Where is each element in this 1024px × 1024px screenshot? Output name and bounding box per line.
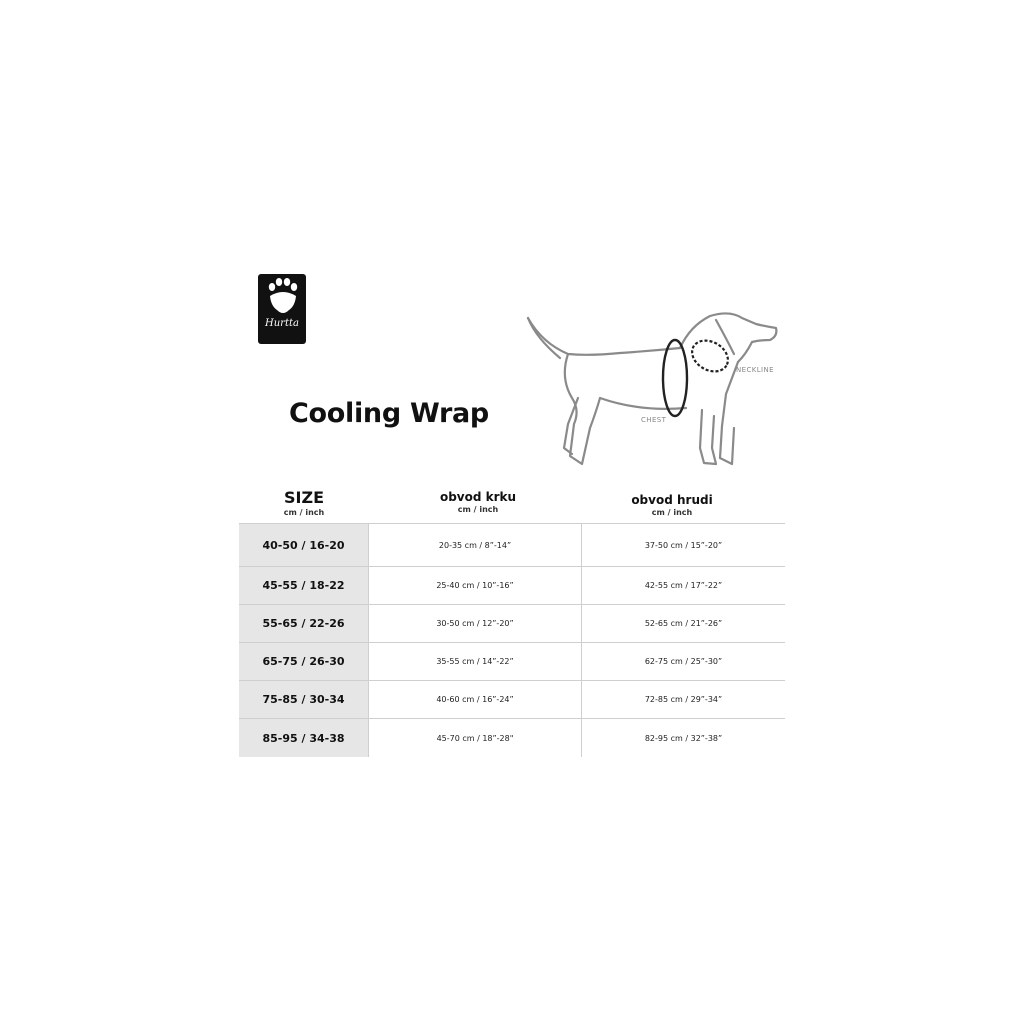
neck-cell: 45-70 cm / 18”-28" <box>369 719 582 757</box>
dog-illustration <box>520 298 785 478</box>
neck-cell: 40-60 cm / 16”-24” <box>369 681 582 718</box>
size-table <box>239 523 785 759</box>
chest-header-title: obvod hrudi <box>631 493 713 507</box>
chest-header-unit: cm / inch <box>651 508 693 517</box>
size-cell: 85-95 / 34-38 <box>239 719 369 757</box>
chest-header <box>612 493 732 517</box>
chest-cell: 72-85 cm / 29”-34” <box>644 695 723 704</box>
chest-cell: 82-95 cm / 32”-38” <box>644 733 723 743</box>
size-header-unit: cm / inch <box>283 508 325 517</box>
size-header <box>264 488 344 517</box>
table-row <box>239 605 785 643</box>
neck-cell: 30-50 cm / 12”-20” <box>369 605 582 642</box>
brand-name: Hurtta <box>265 318 299 329</box>
chest-cell: 52-65 cm / 21”-26” <box>644 619 723 628</box>
table-row <box>239 524 785 567</box>
size-cell: 65-75 / 26-30 <box>239 643 369 680</box>
paw-icon <box>258 274 306 344</box>
chest-label: CHEST <box>641 416 667 424</box>
chest-cell: 62-75 cm / 25”-30” <box>644 657 723 666</box>
chest-cell: 42-55 cm / 17”-22” <box>644 581 723 590</box>
chest-loop <box>663 340 687 416</box>
table-row <box>239 643 785 681</box>
brand-logo <box>258 274 306 344</box>
neck-cell: 35-55 cm / 14”-22” <box>369 643 582 680</box>
size-cell: 40-50 / 16-20 <box>239 524 369 566</box>
size-cell: 75-85 / 30-34 <box>239 681 369 718</box>
size-cell: 55-65 / 22-26 <box>239 605 369 642</box>
neck-header-title: obvod krku <box>439 490 517 504</box>
page-title: Cooling Wrap <box>289 398 489 429</box>
size-header-title: SIZE <box>283 488 324 507</box>
neckline-label: NECKLINE <box>736 366 774 374</box>
table-row <box>239 567 785 605</box>
neck-header <box>418 490 538 514</box>
chest-cell: 37-50 cm / 15”-20” <box>644 540 723 550</box>
table-row <box>239 719 785 757</box>
neck-header-unit: cm / inch <box>457 505 499 514</box>
neck-cell: 20-35 cm / 8”-14” <box>369 524 582 566</box>
neck-cell: 25-40 cm / 10”-16” <box>369 567 582 604</box>
table-row <box>239 681 785 719</box>
size-cell: 45-55 / 18-22 <box>239 567 369 604</box>
